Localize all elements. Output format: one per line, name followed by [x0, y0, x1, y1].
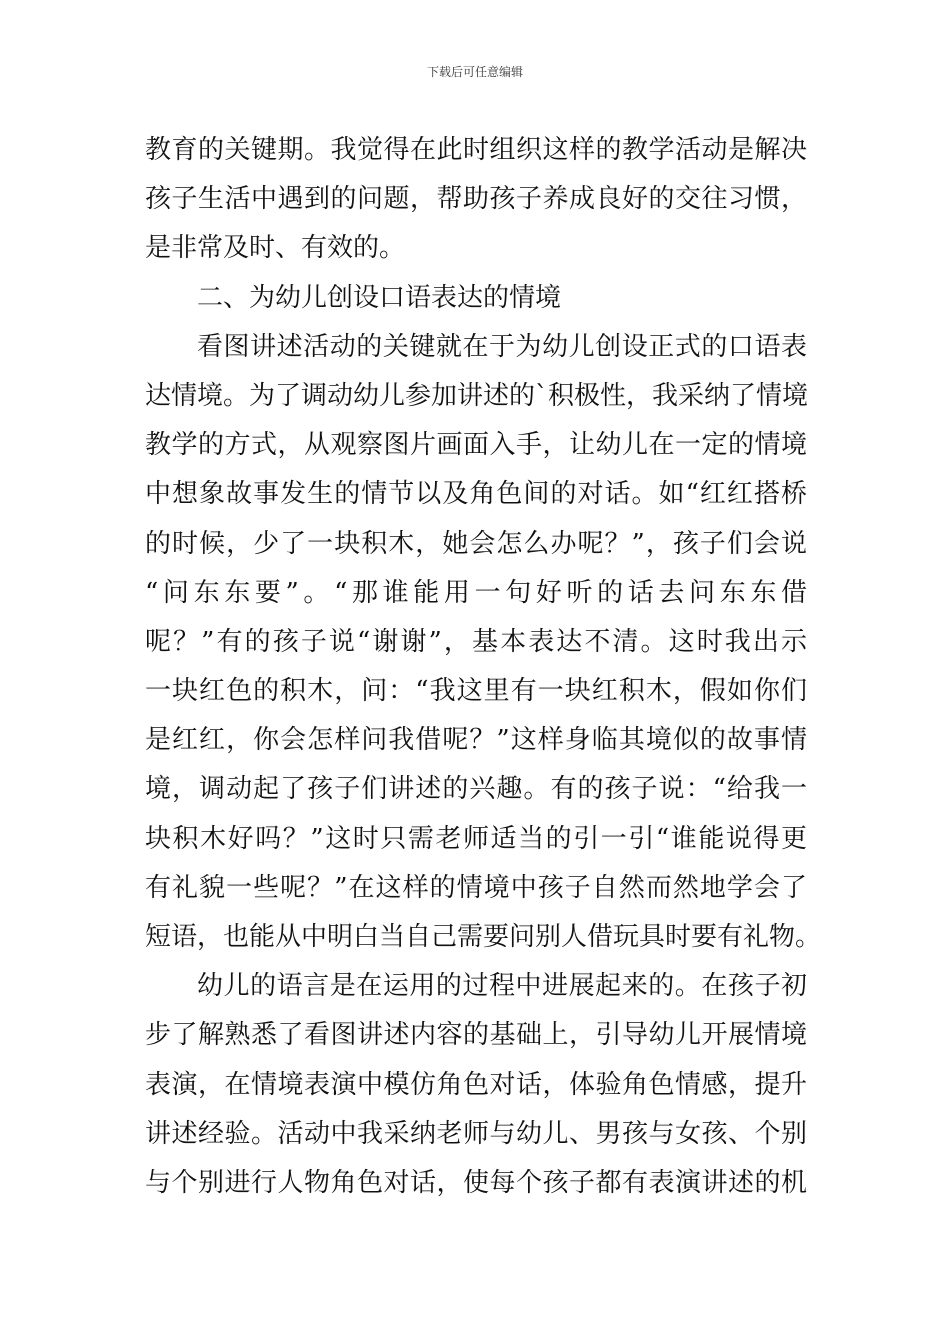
text-line: 块积木好吗？”这时只需老师适当的引一引“谁能说得更	[145, 823, 807, 854]
text-line: 步了解熟悉了看图讲述内容的基础上，引导幼儿开展情境	[145, 1020, 807, 1051]
text-line: 孩子生活中遇到的问题，帮助孩子养成良好的交往习惯，	[145, 184, 807, 215]
text-line: 教育的关键期。我觉得在此时组织这样的教学活动是解决	[145, 135, 807, 165]
text-line: 是红红，你会怎样问我借呢？”这样身临其境似的故事情	[145, 725, 807, 756]
document-body	[145, 126, 822, 1208]
text-line: 境，调动起了孩子们讲述的兴趣。有的孩子说：“给我一	[145, 774, 807, 805]
text-line: 达情境。为了调动幼儿参加讲述的`积极性，我采纳了情境	[145, 380, 809, 411]
text-line: 中想象故事发生的情节以及角色间的对话。如“红红搭桥	[145, 479, 807, 510]
text-line: 幼儿的语言是在运用的过程中进展起来的。在孩子初	[197, 971, 807, 1002]
text-line: 教学的方式，从观察图片画面入手，让幼儿在一定的情境	[145, 430, 807, 461]
text-line: 呢？”有的孩子说“谢谢”，基本表达不清。这时我出示	[145, 626, 807, 657]
text-line: 一块红色的积木，问：“我这里有一块红积木，假如你们	[145, 676, 807, 707]
text-line: “问东东要”。“那谁能用一句好听的话去问东东借	[145, 577, 807, 608]
text-line: 讲述经验。活动中我采纳老师与幼儿、男孩与女孩、个别	[145, 1118, 807, 1149]
text-line: 表演，在情境表演中模仿角色对话，体验角色情感，提升	[145, 1069, 807, 1100]
text-line: 的时候，少了一块积木，她会怎么办呢？”，孩子们会说	[145, 528, 807, 559]
text-line: 是非常及时、有效的。	[145, 233, 406, 264]
page-header: 下载后可任意编辑	[426, 65, 523, 79]
text-line: 短语，也能从中明白当自己需要问别人借玩具时要有礼物。	[145, 922, 822, 952]
text-line: 与个别进行人物角色对话，使每个孩子都有表演讲述的机	[145, 1167, 807, 1198]
section-heading: 二、为幼儿创设口语表达的情境	[197, 282, 562, 313]
text-line: 有礼貌一些呢？”在这样的情境中孩子自然而然地学会了	[145, 872, 807, 903]
text-line: 看图讲述活动的关键就在于为幼儿创设正式的口语表	[197, 331, 807, 362]
